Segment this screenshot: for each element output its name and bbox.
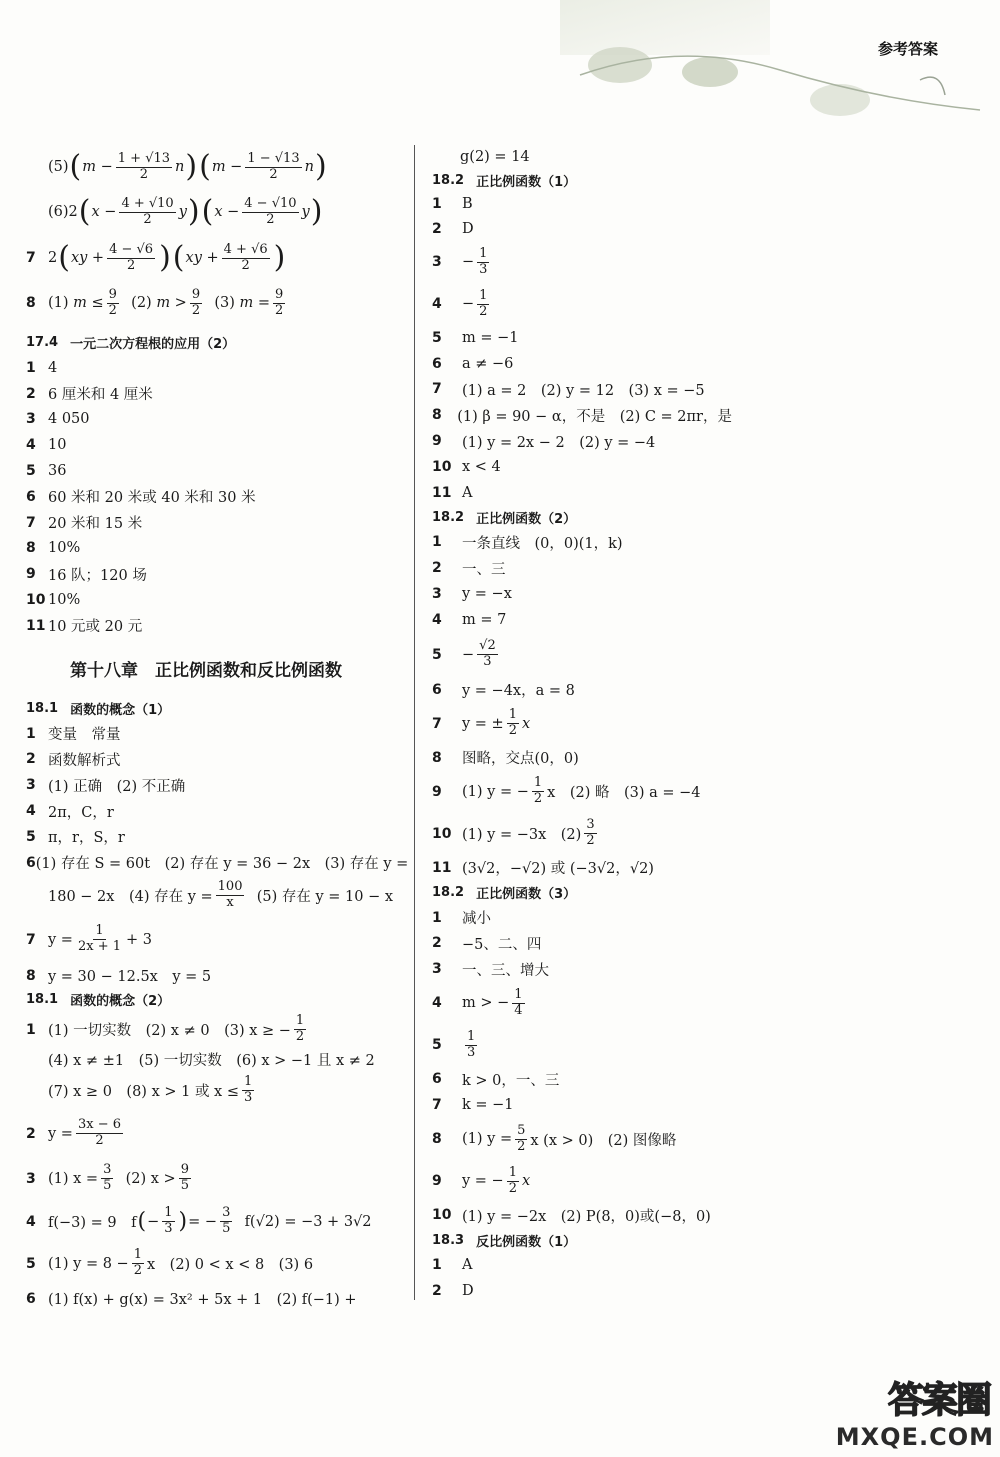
item-answer: 一条直线 (0，0)(1，k) (462, 535, 623, 552)
watermark-logo: 答案圈 (887, 1380, 990, 1421)
section-heading: 18.2 正比例函数（1） (432, 172, 577, 190)
answer-list (432, 905, 732, 982)
item-answer: 一、三、增大 (462, 962, 549, 979)
answer-item: 5 − $\frac{√2}{3}$ (432, 638, 496, 670)
fraction: $\frac{4 + √10}{2}$ (121, 195, 174, 227)
item-answer: 10% (48, 592, 81, 609)
fraction: $\frac{4 - √10}{2}$ (244, 195, 297, 227)
answer-item (432, 428, 732, 454)
item-number: 1 (432, 909, 442, 926)
answer-item (432, 351, 732, 377)
answer-list (432, 325, 732, 506)
item-answer: −5、二、四 (462, 936, 542, 953)
fraction: $\frac{9}{5}$ (180, 1162, 189, 1194)
answer-item (26, 772, 406, 798)
header-title: 参考答案 (877, 40, 938, 58)
answer-item (432, 581, 732, 607)
fraction: $\frac{100}{x}$ (217, 879, 243, 911)
fraction: $\frac{3}{5}$ (103, 1162, 112, 1194)
watermark-url: MXQE.COM (835, 1423, 994, 1451)
fraction: $\frac{1}{3}$ (164, 1205, 173, 1237)
answer-item (432, 956, 732, 982)
answer-item (26, 721, 406, 747)
answer-item: 4 − $\frac{1}{2}$ (432, 287, 488, 319)
item-number: 3 (26, 411, 36, 428)
answer-item (432, 377, 732, 403)
answer-item (432, 905, 732, 931)
answer-item (26, 587, 406, 613)
fraction: $\frac{9}{2}$ (108, 286, 117, 318)
section-heading: 18.2 正比例函数（3） (432, 885, 577, 903)
answer-list (432, 191, 732, 241)
item-number: 3 (26, 777, 36, 794)
answer-list (432, 1252, 732, 1304)
item-answer: A (462, 1257, 473, 1274)
answer-item (26, 510, 406, 536)
fraction: $\frac{9}{2}$ (191, 286, 201, 318)
fraction: $\frac{5}{2}$ (517, 1122, 526, 1154)
item-number: 5 (432, 329, 442, 346)
item-number: 4 (26, 803, 36, 820)
answer-item (432, 191, 732, 216)
item-number: 2 (432, 1282, 442, 1299)
fraction: $\frac{1}{3}$ (467, 1028, 476, 1060)
item-answer: 36 (48, 463, 67, 480)
answer-item (432, 607, 732, 633)
item-number: 1 (432, 534, 442, 551)
fraction: $\frac{1 - √13}{2}$ (247, 150, 300, 182)
answer-item: 10 (1) y = −2x (2) P(8，0)或(−8，0) (432, 1207, 711, 1225)
item-number: 5 (26, 828, 36, 845)
answer-item: 7 y = ± $\frac{1}{2}$ x (432, 707, 531, 739)
item-number: 5 (26, 463, 36, 480)
answer-item (432, 1278, 732, 1304)
answer-item (432, 931, 732, 957)
answer-item (26, 432, 406, 458)
item-answer: 2π，C，r (48, 804, 114, 821)
answer-item: 7 y = $\frac{1}{2x + 1}$ + 3 (26, 923, 152, 955)
header-floral-decoration (560, 0, 1000, 140)
answer-item: (6) 2 ( x − $\frac{4 + √10}{2}$ y ) ( x − $\frac{4 - √10}{2}$ y ) (48, 194, 323, 229)
answer-list (432, 530, 732, 633)
item-number: 1 (26, 359, 36, 376)
answer-item (26, 798, 406, 824)
answer-continuation: g(2) = 14 (460, 149, 530, 165)
item-number: 10 (26, 592, 46, 609)
item-answer: π，r，S，r (48, 830, 125, 847)
answer-item (26, 381, 406, 407)
item-number: 1 (26, 725, 36, 742)
item-answer: 函数解析式 (48, 752, 121, 769)
fraction: $\frac{1}{3}$ (244, 1074, 253, 1106)
fraction: $\frac{√2}{3}$ (479, 638, 496, 670)
fraction: $\frac{1}{2x + 1}$ (77, 923, 121, 955)
answer-item: 6 (1) f(x) + g(x) = 3x² + 5x + 1 (2) f(−1) + (26, 1290, 357, 1309)
fraction: $\frac{1 + √13}{2}$ (117, 150, 171, 182)
fraction: $\frac{1}{2}$ (533, 775, 543, 807)
item-answer: m = 7 (462, 611, 507, 628)
answer-item (432, 555, 732, 581)
item-answer: x < 4 (462, 458, 501, 475)
chapter-title: 第十八章 正比例函数和反比例函数 (70, 660, 342, 681)
fraction: $\frac{1}{2}$ (295, 1013, 305, 1045)
item-answer: B (462, 195, 473, 212)
answer-item (26, 824, 406, 850)
answer-item (26, 561, 406, 587)
answer-item (432, 454, 732, 480)
item-number: 8 (26, 540, 36, 557)
item-answer: 16 队；120 场 (48, 567, 147, 584)
answer-item (432, 402, 732, 428)
item-number: 3 (432, 586, 442, 603)
answer-item: 7 2 ( xy + $\frac{4 - √6}{2}$ ) ( xy + $\frac{4 + √6}{2}$ ) (26, 240, 286, 275)
item-answer: (1) a = 2 (2) y = 12 (3) x = −5 (462, 382, 705, 399)
answer-item: 4 m > − $\frac{1}{4}$ (432, 986, 523, 1018)
item-number: 9 (432, 433, 442, 450)
answer-item: 9 y = − $\frac{1}{2}$ x (432, 1164, 531, 1196)
item-answer: (1) β = 90 − α，不是 (2) C = 2πr，是 (457, 408, 732, 425)
fraction: $\frac{1}{2}$ (133, 1247, 142, 1279)
answer-item: 8 (1) y = $\frac{5}{2}$ x (x > 0) (2) 图像略 (432, 1122, 677, 1154)
answer-item (26, 536, 406, 562)
item-answer: m = −1 (462, 329, 519, 346)
answer-item (432, 480, 732, 506)
fraction: $\frac{1}{2}$ (479, 287, 488, 319)
answer-item (432, 530, 732, 556)
fraction: $\frac{3}{2}$ (586, 817, 595, 849)
answer-list (26, 721, 406, 850)
item-answer: a ≠ −6 (462, 355, 514, 372)
answer-item: 8 (1) m ≤ $\frac{9}{2}$ (2) m > $\frac{9}{2}$ (3) m = $\frac{9}{2}$ (26, 286, 284, 318)
item-number: 4 (432, 611, 442, 628)
item-number: 3 (432, 961, 442, 978)
item-answer: 4 (48, 359, 58, 376)
item-number: 1 (432, 1257, 442, 1274)
answer-list (26, 355, 406, 639)
answer-item (432, 216, 732, 241)
fraction: $\frac{3}{5}$ (222, 1205, 231, 1237)
fraction: $\frac{1}{3}$ (479, 245, 488, 277)
answer-item (26, 613, 406, 639)
answer-item (26, 484, 406, 510)
fraction: $\frac{9}{2}$ (275, 286, 284, 318)
answer-item (26, 747, 406, 773)
right-column (432, 145, 732, 1304)
answer-item: 6 (1) 存在 S = 60t (2) 存在 y = 36 − 2x (3) 存在 y = 180 − 2x (4) 存在 y = $\frac{100}{x}$ (5) 存在 y = 10 − x (26, 854, 409, 911)
answer-item: 5 (1) y = 8 − $\frac{1}{2}$ x (2) 0 < x < 8 (3) 6 (26, 1247, 314, 1279)
answer-item: 6 y = −4x，a = 8 (432, 681, 575, 700)
item-answer: 6 厘米和 4 厘米 (48, 387, 153, 404)
item-answer: (1) y = 2x − 2 (2) y = −4 (462, 434, 656, 451)
answer-item: 3 (1) x = $\frac{3}{5}$ (2) x > $\frac{9}{5}$ (26, 1162, 189, 1194)
item-answer: 4 050 (48, 411, 90, 428)
item-number: 6 (432, 355, 442, 372)
answer-item (26, 407, 406, 433)
item-answer: 减小 (462, 911, 491, 928)
section-heading: 17.4 一元二次方程根的应用（2） (26, 334, 236, 352)
fraction: $\frac{1}{2}$ (508, 707, 517, 739)
item-number: 7 (432, 381, 442, 398)
item-number: 10 (432, 458, 452, 475)
item-number: 8 (432, 407, 442, 424)
answer-item: 3 − $\frac{1}{3}$ (432, 245, 488, 277)
item-number: 1 (432, 195, 442, 212)
item-answer: 变量 常量 (48, 727, 121, 744)
item-answer: 20 米和 15 米 (48, 516, 143, 533)
item-number: 6 (26, 488, 36, 505)
answer-item: 9 (1) y = − $\frac{1}{2}$ x (2) 略 (3) a = −4 (432, 775, 701, 807)
item-answer: (1) 正确 (2) 不正确 (48, 778, 186, 795)
item-answer: 10 元或 20 元 (48, 619, 143, 636)
section-heading: 18.1 函数的概念（2） (26, 992, 171, 1010)
item-answer: 一、三 (462, 561, 506, 578)
item-number: 4 (26, 437, 36, 454)
item-number: 2 (432, 560, 442, 577)
item-answer: D (462, 220, 474, 237)
fraction: $\frac{4 - √6}{2}$ (109, 241, 154, 273)
answer-item: 7 k = −1 (432, 1097, 514, 1114)
item-number: 11 (432, 484, 452, 501)
answer-item (432, 1252, 732, 1278)
answer-item (432, 325, 732, 351)
item-number: 2 (26, 751, 36, 768)
section-heading: 18.2 正比例函数（2） (432, 510, 577, 528)
section-heading: 18.1 函数的概念（1） (26, 701, 171, 719)
answer-item: 1 (1) 一切实数 (2) x ≠ 0 (3) x ≥ − $\frac{1}{2}$ (4) x ≠ ±1 (5) 一切实数 (6) x > −1 且 x ≠ 2 (7) x ≥ 0 (8) x > 1 或 x ≤ $\frac{1}{3}$ (26, 1013, 375, 1106)
answer-item: 8 图略，交点(0，0) (432, 749, 579, 768)
answer-item: 11 (3√2，−√2) 或 (−3√2，√2) (432, 859, 654, 878)
answer-item: (5) ( m − $\frac{1 + √13}{2}$ n ) ( m − $\frac{1 - √13}{2}$ n ) (48, 149, 327, 184)
answer-item (26, 355, 406, 381)
item-answer: D (462, 1282, 474, 1299)
fraction: $\frac{4 + √6}{2}$ (223, 241, 268, 273)
item-number: 2 (432, 935, 442, 952)
answer-item: 6 k > 0，一、三 (432, 1071, 560, 1089)
answer-item: 5 $\frac{1}{3}$ (432, 1028, 476, 1060)
answer-item: 4 f(−3) = 9 f ( − $\frac{1}{3}$ ) = − $\frac{3}{5}$ f(√2) = −3 + 3√2 (26, 1205, 372, 1237)
item-number: 9 (26, 566, 36, 583)
fraction: $\frac{1}{4}$ (514, 986, 523, 1018)
fraction: $\frac{3x - 6}{2}$ (77, 1117, 121, 1149)
column-divider (414, 145, 415, 1300)
answer-item (26, 458, 406, 484)
item-number: 7 (26, 514, 36, 531)
item-answer: 10 (48, 437, 67, 454)
answer-item: 10 (1) y = −3x (2) $\frac{3}{2}$ (432, 817, 595, 849)
site-watermark (794, 1341, 994, 1451)
fraction: $\frac{1}{2}$ (508, 1164, 517, 1196)
item-answer: y = −x (462, 586, 512, 603)
item-answer: 60 米和 20 米或 40 米和 30 米 (48, 490, 256, 507)
item-answer: A (462, 484, 473, 501)
item-number: 11 (26, 617, 46, 634)
item-answer: 10% (48, 540, 81, 557)
answer-item: 2 y = $\frac{3x - 6}{2}$ (26, 1117, 121, 1149)
section-heading: 18.3 反比例函数（1） (432, 1232, 577, 1250)
left-column (26, 145, 409, 1314)
item-number: 2 (432, 220, 442, 237)
answer-item: 8 y = 30 − 12.5x y = 5 (26, 967, 212, 986)
item-number: 2 (26, 385, 36, 402)
